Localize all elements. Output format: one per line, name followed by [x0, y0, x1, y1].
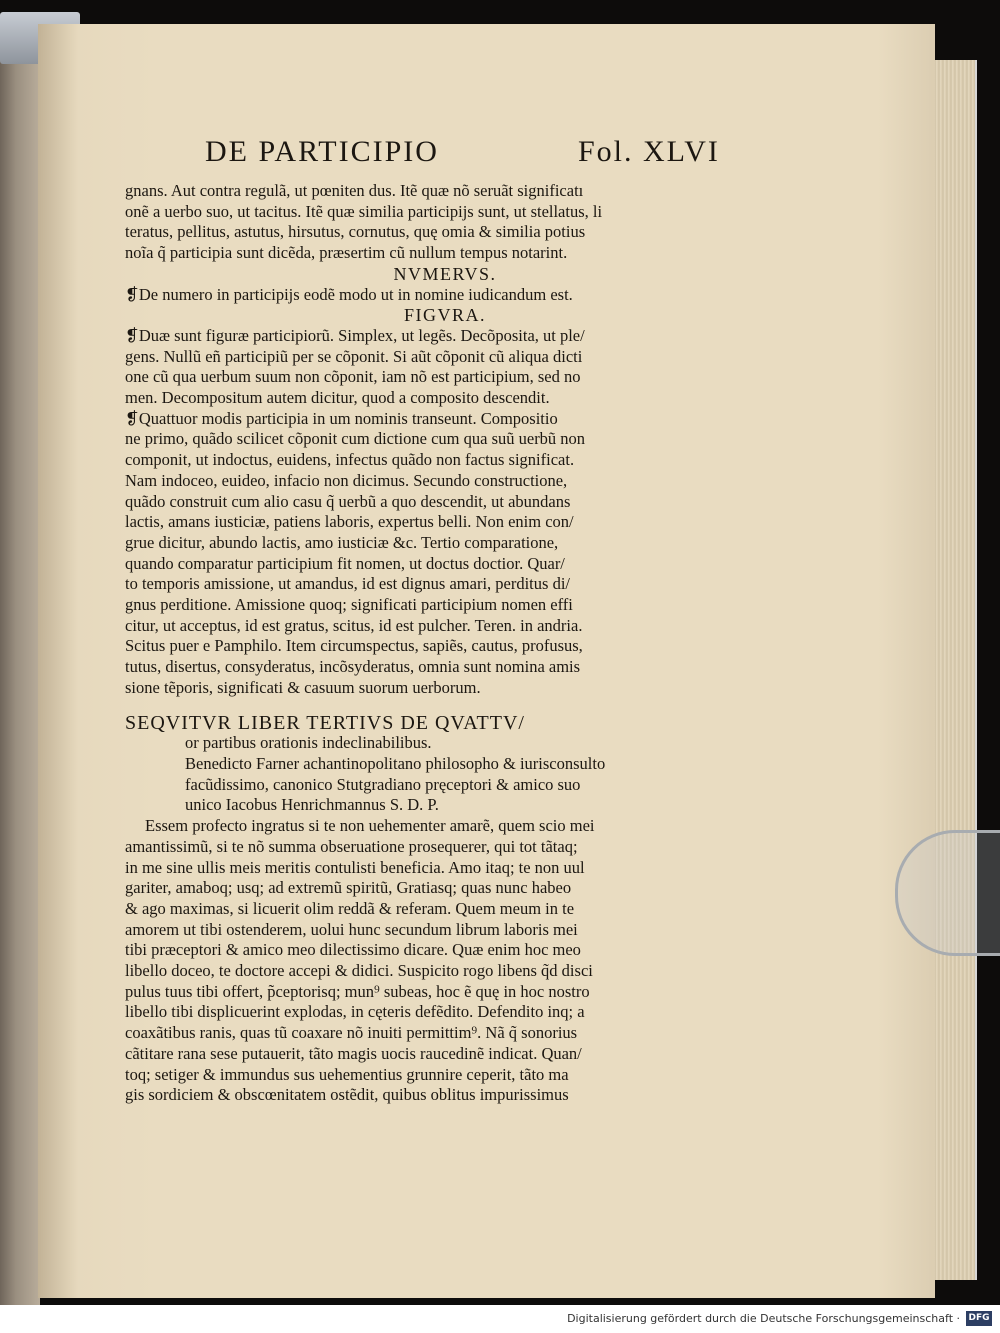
text-line: onẽ a uerbo suo, ut tacitus. Itẽ quæ similia participijs sunt, ut stellatus, li	[125, 201, 603, 221]
text-line: gnus perditione. Amissione quoq; significati participium nomen effi	[125, 595, 573, 615]
text-line: libello doceo, te doctore accepi & didici. Suspicito rogo libens q̃d disci	[125, 961, 593, 981]
text-line: men. Decompositum autem dicitur, quod a composito descendit.	[125, 388, 550, 408]
text-lines	[125, 181, 765, 1106]
text-line: pulus tuus tibi offert, p̃ceptorisq; mun⁹ subeas, hoc ẽ quę in hoc nostro	[125, 981, 590, 1001]
text-line: unico Iacobus Henrichmannus S. D. P.	[185, 795, 439, 815]
text-line: lactis, amans iusticiæ, patiens laboris, expertus belli. Non enim con/	[125, 512, 574, 532]
text-line: coaxãtibus ranis, quas tũ coaxare nõ inuiti permittim⁹. Nã q̃ sonorius	[125, 1023, 578, 1043]
book-left-edge	[0, 20, 40, 1305]
text-line: in me sine ullis meis meritis contulisti beneficia. Amo itaq; te non uul	[125, 857, 585, 877]
text-line: amantissimũ, si te nõ summa obseruatione prosequerer, qui tot tãtaq;	[125, 836, 578, 856]
text-line: Benedicto Farner achantinopolitano philosopho & iurisconsulto	[185, 753, 606, 773]
text-line: to temporis amissione, ut amandus, id est dignus amari, perditus di/	[125, 574, 570, 594]
running-head	[125, 135, 765, 177]
dfg-logo: DFG	[966, 1311, 992, 1326]
text-line: cãtitare rana sese putauerit, tãto magis uocis raucedinẽ indicat. Quan/	[125, 1043, 582, 1063]
text-line: citur, ut acceptus, id est gratus, scitus, id est pulcher. Teren. in andria.	[125, 615, 583, 635]
text-line: ❡Duæ sunt figuræ participiorũ. Simplex, ut legẽs. Decõposita, ut ple/	[125, 325, 585, 345]
text-line: ❡Quattuor modis participia in um nominis transeunt. Compositio	[125, 408, 558, 428]
text-line: one cũ qua uerbum suum non cõponit, iam nõ est participium, sed no	[125, 367, 581, 387]
text-line: quãdo construit cum alio casu q̃ uerbũ a quo descendit, ut abundans	[125, 491, 571, 511]
text-line: amorem ut tibi ostenderem, uolui hunc secundum librum laboris mei	[125, 919, 578, 939]
text-line: tutus, disertus, consyderatus, incõsyderatus, omnia sunt nomina amis	[125, 657, 581, 677]
text-line: gis sordiciem & obscœnitatem ostẽdit, quibus oblitus impurissimus	[125, 1085, 569, 1105]
text-line: or partibus orationis indeclinabilibus.	[185, 733, 432, 753]
text-line: ne primo, quãdo scilicet cõponit cum dictione cum qua suũ uerbũ non	[125, 429, 586, 449]
page-clip	[895, 830, 1000, 956]
footer-bar	[0, 1305, 1000, 1333]
section-heading: FIGVRA.	[403, 305, 486, 326]
text-line: sione tẽporis, significati & casuum suorum uerborum.	[125, 677, 481, 697]
section-heading: SEQVITVR LIBER TERTIVS DE QVATTV/	[125, 711, 525, 734]
text-line: quando comparatur participium fit nomen, ut doctus doctior. Quar/	[125, 553, 565, 573]
running-head-title: DE PARTICIPIO	[205, 135, 439, 168]
text-line: tibi præceptori & amico meo dilectissimo dicare. Quæ enim hoc meo	[125, 940, 581, 960]
text-line: teratus, pellitus, astutus, hirsutus, cornutus, quę omia & similia potius	[125, 222, 586, 242]
text-line: & ago maximas, si licuerit olim reddã & referam. Quem meum in te	[125, 898, 575, 918]
text-line: noĩa q̃ participia sunt dicẽda, præsertim cũ nullum tempus notarint.	[125, 243, 568, 263]
line-gap	[125, 699, 765, 713]
text-line: Scitus puer e Pamphilo. Item circumspectus, sapiẽs, cautus, profusus,	[125, 636, 583, 656]
folio-number: Fol. XLVI	[578, 135, 720, 168]
text-line: gens. Nullũ eñ participiũ per se cõponit. Si aũt cõponit cũ aliqua dicti	[125, 346, 583, 366]
text-line: Nam indoceo, euideo, infacio non dicimus. Secundo constructione,	[125, 470, 568, 490]
text-line: gariter, amaboq; usq; ad extremũ spiritũ, Gratiasq; quas nunc habeo	[125, 878, 572, 898]
text-line: grue dicitur, abundo lactis, amo iusticiæ &c. Tertio comparatione,	[125, 532, 559, 552]
text-line: componit, ut indoctus, euidens, infectus quãdo non factus significat.	[125, 450, 575, 470]
footer-text: Digitalisierung gefördert durch die Deutsche Forschungsgemeinschaft ·	[567, 1312, 960, 1325]
text-line: toq; setiger & immundus sus uehementius grunnire ceperit, tãto ma	[125, 1064, 569, 1084]
text-line: libello tibi displicuerint explodas, in cęteris defẽdito. Defendito inq; a	[125, 1002, 585, 1022]
text-line: ❡De numero in participijs eodẽ modo ut in nomine iudicandum est.	[125, 284, 573, 304]
page-text	[125, 135, 765, 1106]
text-line: gnans. Aut contra regulã, ut pœniten dus. Itẽ quæ nõ seruãt significatı	[125, 181, 584, 200]
text-line: Essem profecto ingratus si te non uehementer amarẽ, quem scio mei	[145, 816, 595, 836]
text-line: facũdissimo, canonico Stutgradiano pręceptori & amico suo	[185, 774, 581, 794]
section-heading: NVMERVS.	[393, 263, 497, 284]
